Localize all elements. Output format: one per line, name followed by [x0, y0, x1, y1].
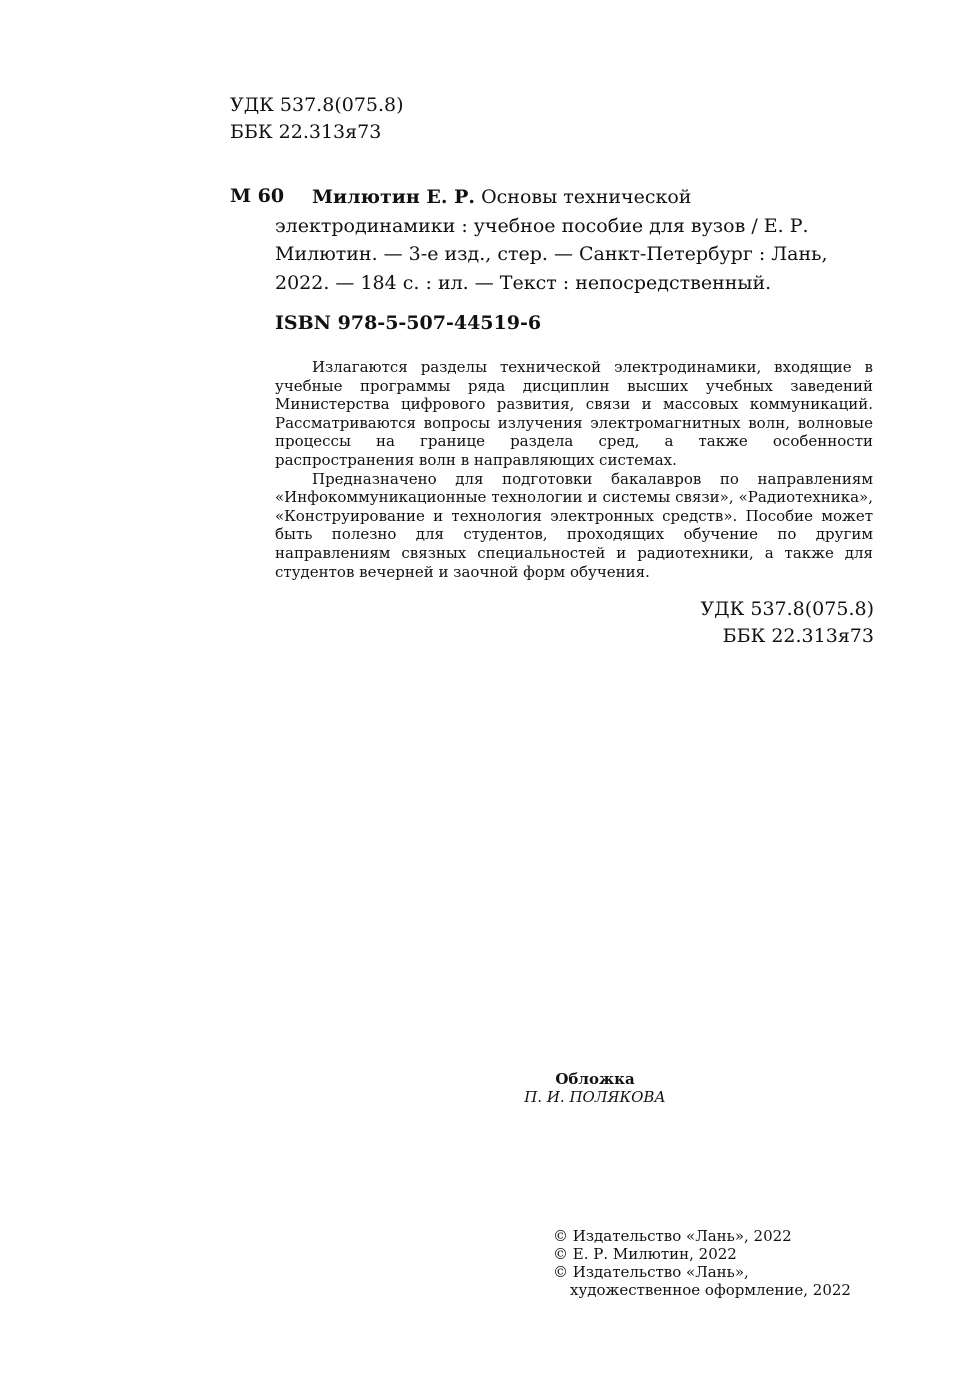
cover-label: Обложка [555, 1070, 635, 1088]
book-description: Основы технической электродинамики : учебное пособие для вузов / Е. Р. Милютин. — 3-е изд., стер. — Санкт-Петербург : Лань, 2022. — 184 с. : ил. — Текст : непосредственный. [275, 186, 828, 294]
top-classification-codes [230, 92, 404, 146]
author-name: Милютин Е. Р. [312, 186, 476, 208]
copyright-line: художественное оформление, 2022 [570, 1281, 851, 1299]
author-cipher: М 60 [230, 185, 285, 207]
cover-designer: П. И. ПОЛЯКОВА [524, 1088, 666, 1106]
annotation-paragraph: Предназначено для подготовки бакалавров по направлениям «Инфокоммуникационные технологии и системы связи», «Радиотехника», «Конструирование и технология электронных средств». Пособие может быть полезно для студентов, проходящих обучение по другим направлениям связных специальностей и радиотехники, а также для студентов вечерней и заочной форм обучения. [275, 469, 873, 581]
annotation-paragraph: Излагаются разделы технической электродинамики, входящие в учебные программы ряда дисциплин высших учебных заведений Министерства цифрового развития, связи и массовых коммуникаций. Рассматриваются вопросы излучения электромагнитных волн, волновые процессы на границе раздела сред, а также особенности распространения волн в направляющих системах. [275, 358, 873, 469]
bottom-classification-codes [600, 596, 874, 650]
bbk-code: ББК 22.313я73 [230, 121, 382, 143]
copyright-line: © Е. Р. Милютин, 2022 [553, 1245, 737, 1263]
udk-code: УДК 537.8(075.8) [700, 598, 874, 620]
bibliographic-description [275, 183, 875, 297]
copyright-line: © Издательство «Лань», [553, 1263, 749, 1281]
cover-credit [440, 1070, 750, 1106]
copyright-line: © Издательство «Лань», 2022 [553, 1227, 792, 1245]
copyright-block [553, 1227, 873, 1299]
isbn: ISBN 978-5-507-44519-6 [275, 312, 542, 334]
bbk-code: ББК 22.313я73 [722, 625, 874, 647]
annotation [275, 358, 873, 581]
udk-code: УДК 537.8(075.8) [230, 94, 404, 116]
